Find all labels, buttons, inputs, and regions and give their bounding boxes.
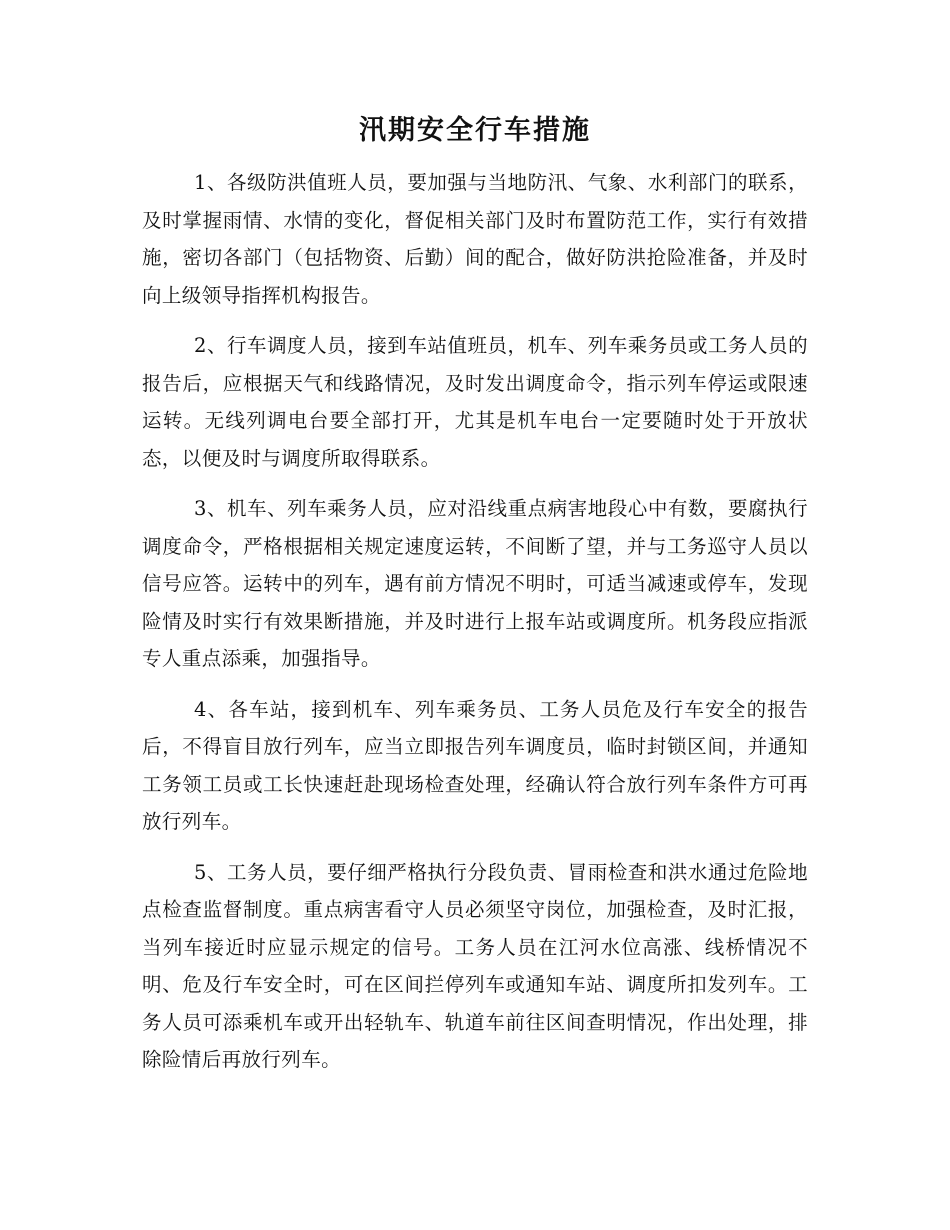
paragraph-4: 4、各车站，接到机车、列车乘务员、工务人员危及行车安全的报告后，不得盲目放行列车，应当立即报告列车调度员，临时封锁区间，并通知工务领工员或工长快速赶赴现场检查处理，经确认符合放行列车条件方可再放行列车。 — [142, 697, 808, 833]
paragraph-1: 1、各级防洪值班人员，要加强与当地防汛、气象、水利部门的联系，及时掌握雨情、水情的变化，督促相关部门及时布置防范工作，实行有效措施，密切各部门（包括物资、后勤）间的配合，做好防洪抢险准备，并及时向上级领导指挥机构报告。 — [142, 171, 808, 307]
paragraph-5: 5、工务人员，要仔细严格执行分段负责、冒雨检查和洪水通过危险地点检查监督制度。重点病害看守人员必须坚守岗位，加强检查，及时汇报，当列车接近时应显示规定的信号。工务人员在江河水位高涨、线桥情况不明、危及行车安全时，可在区间拦停列车或通知车站、调度所扣发列车。工务人员可添乘机车或开出轻轨车、轨道车前往区间查明情况，作出处理，排除险情后再放行列车。 — [142, 860, 808, 1071]
paragraph-2: 2、行车调度人员，接到车站值班员，机车、列车乘务员或工务人员的报告后，应根据天气和线路情况，及时发出调度命令，指示列车停运或限速运转。无线列调电台要全部打开，尤其是机车电台一定要随时处于开放状态，以便及时与调度所取得联系。 — [142, 334, 808, 470]
document-body — [142, 164, 808, 1092]
document-title: 汛期安全行车措施 — [359, 115, 591, 146]
paragraph-3: 3、机车、列车乘务人员，应对沿线重点病害地段心中有数，要腐执行调度命令，严格根据相关规定速度运转，不间断了望，并与工务巡守人员以信号应答。运转中的列车，遇有前方情况不明时，可适当减速或停车，发现险情及时实行有效果断措施，并及时进行上报车站或调度所。机务段应指派专人重点添乘，加强指导。 — [142, 497, 808, 670]
